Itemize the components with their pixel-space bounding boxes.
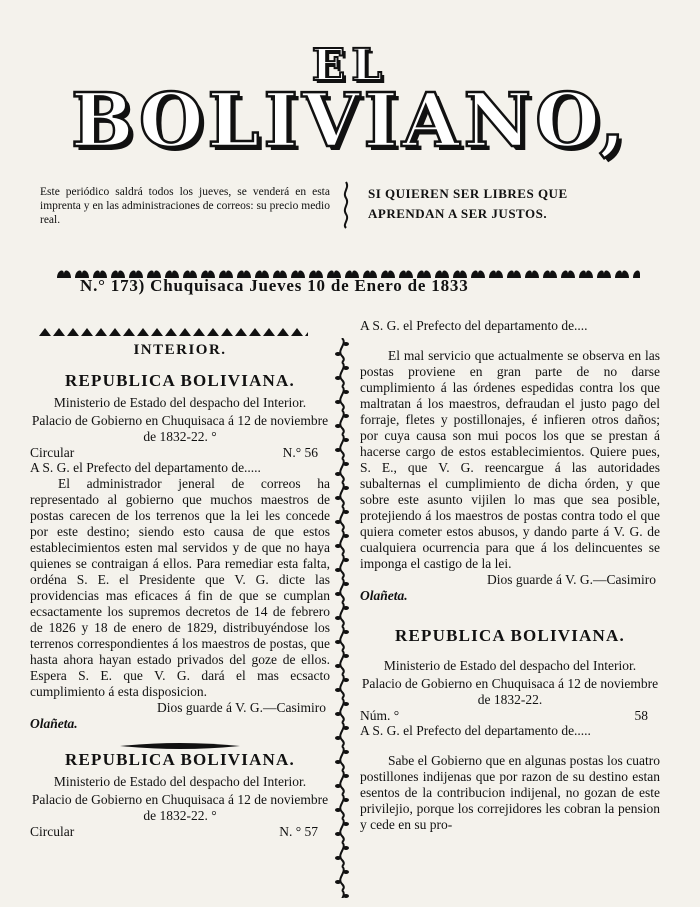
- circular-label: Circular: [30, 445, 75, 460]
- motto-line-2: APRENDAN A SER JUSTOS.: [368, 206, 548, 221]
- swash-divider-icon: [120, 742, 240, 750]
- signature-line: Dios guarde á V. G.—Casimiro: [157, 700, 326, 715]
- column-divider-icon: [334, 338, 350, 898]
- circular-number: N.° 56: [282, 445, 318, 460]
- circular-line: [30, 445, 330, 460]
- article-body-right: El mal servicio que actualmente se observa en las postas proviene en gran parte de no darse cumplimiento á las órdenes espedidas contra los que maltratan á los maestros, defraudan el justo pago del forraje, fletes y postillonajes, é infieren otros daños; por cuya causa son mui pocos los que se prestan á hacerse cargo de estos establecimientos. Quiere pues, S. E., que V. G. reencargue á las autoridades subalternas el cumplimiento de dicha órden, y que sobre este asunto vijilen lo mas que sea posible, protejiendo á los maestros de postas contra todo el que quiera cometer estos abusos, y dando parte á V. G. de cualquiera ocurrencia para que á los delincuentes se imponga el castigo de la lei.: [360, 348, 660, 571]
- article-body: El administrador jeneral de correos ha representado al gobierno que muchos maestros de postas carecen de los terrenos que la lei les concede por este destino; siendo esto causa de que estos establecimientos esten mal servidos y de que no haya quienes se contraigan á ellos. Para remediar esta falta, ordéna S. E. el Presidente que V. G. dicte las providencias mas eficaces á fin de que se cumplan ecsactamente los supremos decretos de 14 de febrero de 1826 y 18 de enero de 1829, distribuyéndose los terrenos correspondientes á los maestros de postas, que hasta ahora hayan estado privados del goze de ellos. Espera S. E. que V. G. dará el mas ecsacto cumplimiento á esta disposicion.: [30, 476, 330, 699]
- signature-line-right: Dios guarde á V. G.—Casimiro: [487, 572, 656, 587]
- num-line-3: [360, 708, 660, 723]
- republica-heading: REPUBLICA BOLIVIANA.: [65, 371, 295, 390]
- ministerio-line-2: Ministerio de Estado del despacho del Interior.: [53, 774, 307, 789]
- section-heading-interior: INTERIOR.: [133, 342, 227, 358]
- ministerio-line-3: Ministerio de Estado del despacho del Interior.: [383, 658, 637, 673]
- signature-name-right: Olañeta.: [360, 588, 408, 603]
- issue-line: N.° 173) Chuquisaca Jueves 10 de Enero de 1833: [80, 276, 469, 295]
- palacio-line-2: Palacio de Gobierno en Chuquisaca á 12 de noviembre de 1832-22. °: [31, 792, 329, 823]
- republica-heading-3: REPUBLICA BOLIVIANA.: [395, 626, 625, 645]
- address-line-right: A S. G. el Prefecto del departamento de....: [360, 318, 588, 333]
- motto-line-1: SI QUIEREN SER LIBRES QUE: [368, 186, 568, 201]
- palacio-line-3: Palacio de Gobierno en Chuquisaca á 12 de noviembre de 1832-22.: [361, 676, 659, 707]
- republica-heading-2: REPUBLICA BOLIVIANA.: [65, 750, 295, 769]
- intro-notice: Este periódico saldrá todos los jueves, se venderá en esta imprenta y en las administraciones de correos: su precio medio real.: [40, 186, 330, 226]
- article-body-3: Sabe el Gobierno que en algunas postas los cuatro postillones indijenas que por razon de su destino estan esentos de la contribucion indijenal, no gozan de este privilejio, porque los correjidores les cobran la pension y cede en su pro-: [360, 753, 660, 832]
- ministerio-line: Ministerio de Estado del despacho del Interior.: [53, 395, 307, 410]
- vine-ornament-icon: [340, 180, 352, 230]
- address-line-3: A S. G. el Prefecto del departamento de.....: [360, 723, 591, 738]
- ornament-row-icon: [38, 326, 308, 338]
- num-value-3: 58: [634, 708, 648, 723]
- circular-label-2: Circular: [30, 824, 75, 839]
- masthead-title: BOLIVIANO,: [71, 78, 629, 164]
- circular-line-2: [30, 824, 330, 839]
- motto: [368, 184, 668, 224]
- num-label-3: Núm. °: [360, 708, 400, 723]
- circular-number-2: N. ° 57: [279, 824, 318, 839]
- address-line: A S. G. el Prefecto del departamento de.....: [30, 460, 261, 475]
- left-column: [30, 326, 330, 839]
- palacio-line: Palacio de Gobierno en Chuquisaca á 12 de noviembre de 1832-22. °: [31, 413, 329, 444]
- masthead-el: EL: [311, 40, 389, 91]
- signature-name: Olañeta.: [30, 716, 78, 731]
- right-column: [360, 318, 660, 833]
